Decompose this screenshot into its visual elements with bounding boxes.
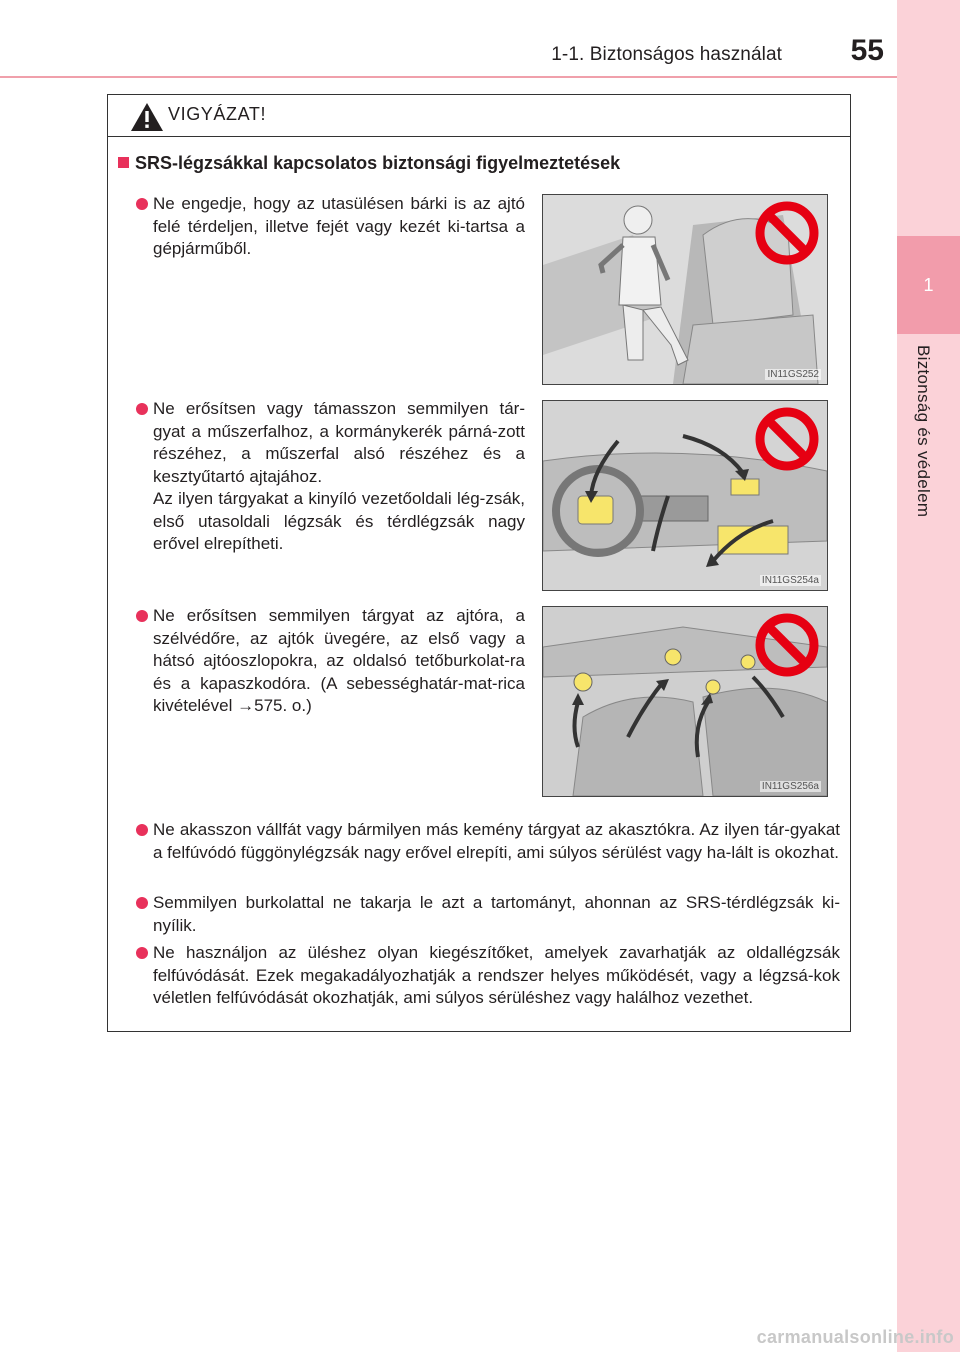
prohibited-icon bbox=[755, 201, 819, 265]
figure-code: IN11GS256a bbox=[761, 781, 819, 792]
bullet-dot-icon bbox=[136, 403, 148, 415]
bullet-item: Ne erősítsen vagy támasszon semmilyen tár-gyat a műszerfalhoz, a kormánykerék párná-zott részéhez, a műszerfal alsó részéhez és a kesztyűtartó ajtajához. bbox=[153, 398, 525, 488]
bullet-dot-icon bbox=[136, 947, 148, 959]
bullet-item: Ne erősítsen semmilyen tárgyat az ajtóra, a szélvédőre, az ajtók üvegére, az első vagy a hátsó ajtóoszlopokra, az oldalsó tetőburkolat-ra és a kapaszkodóra. (A sebességhatár-mat-rica kivételével →575. o.) bbox=[153, 605, 525, 718]
warning-triangle-icon bbox=[130, 102, 164, 132]
figure-dashboard bbox=[542, 400, 828, 591]
bullet-item: Semmilyen burkolattal ne takarja le azt a tartományt, ahonnan az SRS-térdlégzsák ki-nyílik. bbox=[153, 892, 840, 937]
side-tab-band bbox=[897, 0, 960, 1352]
square-bullet-icon bbox=[118, 157, 129, 168]
page-number: 55 bbox=[850, 34, 884, 67]
figure-passenger-seat bbox=[542, 194, 828, 385]
caution-header bbox=[108, 95, 850, 137]
bullet-item: Ne engedje, hogy az utasülésen bárki is az ajtó felé térdeljen, illetve fejét vagy kezét ki-tartsa a gépjárműből. bbox=[153, 193, 525, 261]
figure-code: IN11GS252 bbox=[767, 369, 819, 380]
prohibited-icon bbox=[755, 613, 819, 677]
caution-title: VIGYÁZAT! bbox=[168, 104, 267, 124]
bullet-continuation: Az ilyen tárgyakat a kinyíló vezetőoldali lég-zsák, első utasoldali légzsák és térdlégzsák nagy erővel elrepítheti. bbox=[153, 489, 525, 553]
chapter-label: Biztonság és védelem bbox=[914, 345, 933, 518]
figure-interior bbox=[542, 606, 828, 797]
figure-code: IN11GS254a bbox=[761, 575, 819, 586]
header-rule bbox=[0, 76, 897, 78]
section-heading: SRS-légzsákkal kapcsolatos biztonsági figyelmeztetések bbox=[118, 153, 620, 174]
bullet-dot-icon bbox=[136, 610, 148, 622]
prohibited-icon bbox=[755, 407, 819, 471]
bullet-dot-icon bbox=[136, 897, 148, 909]
bullet-item: Ne akasszon vállfát vagy bármilyen más kemény tárgyat az akasztókra. Az ilyen tár-gyakat a felfúvódó függönylégzsák nagy erővel elrepíti, ami súlyos sérülést vagy ha-lált is okozhat. bbox=[153, 819, 840, 864]
watermark: carmanualsonline.info bbox=[756, 1327, 954, 1347]
chapter-number-tab[interactable]: 1 bbox=[897, 236, 960, 334]
section-title: 1-1. Biztonságos használat bbox=[551, 44, 782, 65]
caution-box bbox=[107, 94, 851, 1032]
bullet-dot-icon bbox=[136, 198, 148, 210]
bullet-item: Ne használjon az üléshez olyan kiegészítőket, amelyek zavarhatják az oldallégzsák felfúvódását. Ezek megakadályozhatják a rendszer helyes működését, vagy a légzsá-kok véletlen felfúvódását okozhatják, ami súlyos sérüléshez vagy halálhoz vezethet. bbox=[153, 942, 840, 1010]
bullet-dot-icon bbox=[136, 824, 148, 836]
